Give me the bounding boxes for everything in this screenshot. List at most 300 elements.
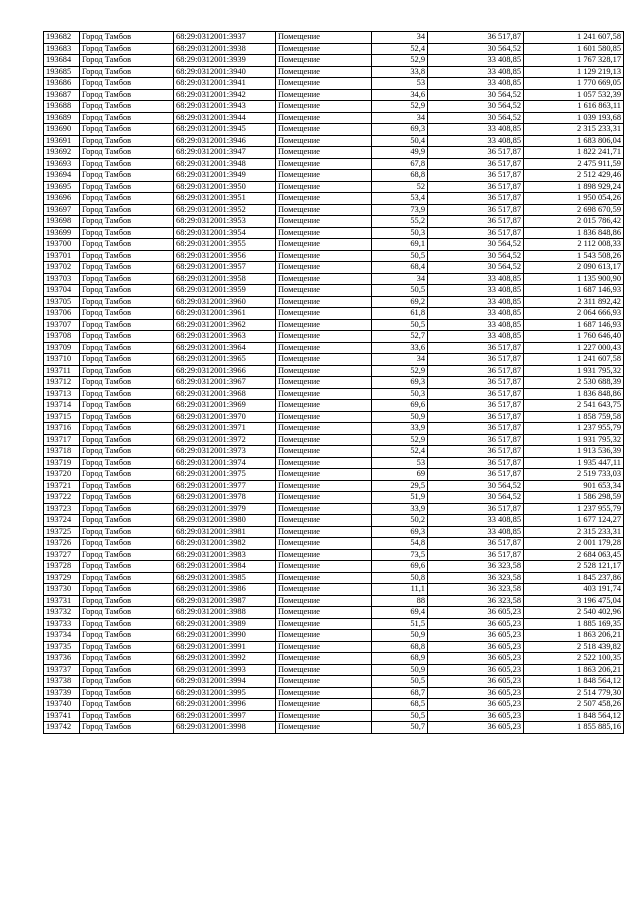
table-row (44, 43, 624, 55)
table-row (44, 607, 624, 619)
cadastral-number-cell: 68:29:0312001:3979 (174, 503, 276, 515)
city-cell: Город Тамбов (80, 308, 174, 320)
object-type-cell: Помещение (276, 572, 372, 584)
row-number-cell: 193736 (44, 653, 80, 665)
area-cell: 54,8 (372, 538, 428, 550)
area-cell: 34 (372, 32, 428, 44)
object-type-cell: Помещение (276, 630, 372, 642)
city-cell: Город Тамбов (80, 342, 174, 354)
cadastral-value-cell: 1 039 193,68 (524, 112, 624, 124)
city-cell: Город Тамбов (80, 239, 174, 251)
unit-price-cell: 33 408,85 (428, 285, 524, 297)
object-type-cell: Помещение (276, 342, 372, 354)
row-number-cell: 193702 (44, 262, 80, 274)
table-row (44, 354, 624, 366)
unit-price-cell: 33 408,85 (428, 331, 524, 343)
row-number-cell: 193696 (44, 193, 80, 205)
object-type-cell: Помещение (276, 423, 372, 435)
area-cell: 51,5 (372, 618, 428, 630)
cadastral-number-cell: 68:29:0312001:3991 (174, 641, 276, 653)
cadastral-number-cell: 68:29:0312001:3981 (174, 526, 276, 538)
area-cell: 50,5 (372, 676, 428, 688)
area-cell: 49,9 (372, 147, 428, 159)
cadastral-value-cell: 2 514 779,30 (524, 687, 624, 699)
city-cell: Город Тамбов (80, 538, 174, 550)
row-number-cell: 193734 (44, 630, 80, 642)
object-type-cell: Помещение (276, 135, 372, 147)
unit-price-cell: 33 408,85 (428, 66, 524, 78)
city-cell: Город Тамбов (80, 710, 174, 722)
table-row (44, 722, 624, 734)
area-cell: 69,3 (372, 377, 428, 389)
object-type-cell: Помещение (276, 377, 372, 389)
row-number-cell: 193723 (44, 503, 80, 515)
object-type-cell: Помещение (276, 595, 372, 607)
area-cell: 50,9 (372, 411, 428, 423)
unit-price-cell: 36 517,87 (428, 400, 524, 412)
city-cell: Город Тамбов (80, 618, 174, 630)
unit-price-cell: 36 605,23 (428, 710, 524, 722)
table-row (44, 549, 624, 561)
area-cell: 52,4 (372, 43, 428, 55)
table-row (44, 710, 624, 722)
cadastral-value-cell: 3 196 475,04 (524, 595, 624, 607)
row-number-cell: 193686 (44, 78, 80, 90)
city-cell: Город Тамбов (80, 676, 174, 688)
row-number-cell: 193694 (44, 170, 80, 182)
object-type-cell: Помещение (276, 446, 372, 458)
table-row (44, 331, 624, 343)
cadastral-number-cell: 68:29:0312001:3960 (174, 296, 276, 308)
area-cell: 68,7 (372, 687, 428, 699)
row-number-cell: 193691 (44, 135, 80, 147)
city-cell: Город Тамбов (80, 66, 174, 78)
unit-price-cell: 30 564,52 (428, 89, 524, 101)
unit-price-cell: 36 517,87 (428, 365, 524, 377)
table-row (44, 32, 624, 44)
city-cell: Город Тамбов (80, 526, 174, 538)
object-type-cell: Помещение (276, 526, 372, 538)
object-type-cell: Помещение (276, 607, 372, 619)
cadastral-value-cell: 1 057 532,39 (524, 89, 624, 101)
area-cell: 68,4 (372, 262, 428, 274)
cadastral-value-cell: 1 931 795,32 (524, 434, 624, 446)
unit-price-cell: 33 408,85 (428, 319, 524, 331)
object-type-cell: Помещение (276, 365, 372, 377)
cadastral-value-cell: 1 677 124,27 (524, 515, 624, 527)
cadastral-value-cell: 2 540 402,96 (524, 607, 624, 619)
table-row (44, 572, 624, 584)
row-number-cell: 193718 (44, 446, 80, 458)
object-type-cell: Помещение (276, 285, 372, 297)
row-number-cell: 193704 (44, 285, 80, 297)
table-row (44, 285, 624, 297)
object-type-cell: Помещение (276, 388, 372, 400)
row-number-cell: 193687 (44, 89, 80, 101)
cadastral-number-cell: 68:29:0312001:3995 (174, 687, 276, 699)
city-cell: Город Тамбов (80, 388, 174, 400)
table-row (44, 204, 624, 216)
cadastral-value-cell: 1 855 885,16 (524, 722, 624, 734)
row-number-cell: 193730 (44, 584, 80, 596)
table-row (44, 664, 624, 676)
area-cell: 34 (372, 354, 428, 366)
city-cell: Город Тамбов (80, 181, 174, 193)
area-cell: 52,9 (372, 101, 428, 113)
unit-price-cell: 36 605,23 (428, 664, 524, 676)
unit-price-cell: 36 517,87 (428, 354, 524, 366)
cadastral-number-cell: 68:29:0312001:3942 (174, 89, 276, 101)
city-cell: Город Тамбов (80, 89, 174, 101)
table-row (44, 308, 624, 320)
cadastral-number-cell: 68:29:0312001:3975 (174, 469, 276, 481)
unit-price-cell: 36 605,23 (428, 607, 524, 619)
unit-price-cell: 36 605,23 (428, 641, 524, 653)
table-row (44, 135, 624, 147)
area-cell: 33,9 (372, 503, 428, 515)
object-type-cell: Помещение (276, 434, 372, 446)
table-row (44, 158, 624, 170)
cadastral-number-cell: 68:29:0312001:3970 (174, 411, 276, 423)
area-cell: 50,8 (372, 572, 428, 584)
city-cell: Город Тамбов (80, 549, 174, 561)
unit-price-cell: 36 605,23 (428, 699, 524, 711)
area-cell: 69,2 (372, 296, 428, 308)
area-cell: 50,5 (372, 319, 428, 331)
cadastral-number-cell: 68:29:0312001:3969 (174, 400, 276, 412)
row-number-cell: 193714 (44, 400, 80, 412)
table-body (44, 32, 624, 734)
area-cell: 29,5 (372, 480, 428, 492)
cadastral-number-cell: 68:29:0312001:3946 (174, 135, 276, 147)
row-number-cell: 193722 (44, 492, 80, 504)
object-type-cell: Помещение (276, 32, 372, 44)
row-number-cell: 193733 (44, 618, 80, 630)
cadastral-value-cell: 2 475 911,59 (524, 158, 624, 170)
table-row (44, 411, 624, 423)
cadastral-number-cell: 68:29:0312001:3987 (174, 595, 276, 607)
object-type-cell: Помещение (276, 170, 372, 182)
table-row (44, 342, 624, 354)
cadastral-number-cell: 68:29:0312001:3980 (174, 515, 276, 527)
unit-price-cell: 30 564,52 (428, 492, 524, 504)
object-type-cell: Помещение (276, 250, 372, 262)
table-row (44, 561, 624, 573)
unit-price-cell: 30 564,52 (428, 112, 524, 124)
cadastral-value-cell: 1 586 298,59 (524, 492, 624, 504)
cadastral-value-cell: 2 311 892,42 (524, 296, 624, 308)
table-row (44, 296, 624, 308)
area-cell: 50,5 (372, 710, 428, 722)
unit-price-cell: 36 517,87 (428, 388, 524, 400)
object-type-cell: Помещение (276, 193, 372, 205)
cadastral-number-cell: 68:29:0312001:3998 (174, 722, 276, 734)
area-cell: 51,9 (372, 492, 428, 504)
city-cell: Город Тамбов (80, 480, 174, 492)
row-number-cell: 193685 (44, 66, 80, 78)
unit-price-cell: 30 564,52 (428, 239, 524, 251)
area-cell: 52 (372, 181, 428, 193)
object-type-cell: Помещение (276, 101, 372, 113)
object-type-cell: Помещение (276, 204, 372, 216)
area-cell: 52,9 (372, 365, 428, 377)
object-type-cell: Помещение (276, 469, 372, 481)
city-cell: Город Тамбов (80, 515, 174, 527)
cadastral-number-cell: 68:29:0312001:3966 (174, 365, 276, 377)
object-type-cell: Помещение (276, 687, 372, 699)
cadastral-number-cell: 68:29:0312001:3967 (174, 377, 276, 389)
cadastral-value-cell: 1 935 447,11 (524, 457, 624, 469)
cadastral-number-cell: 68:29:0312001:3956 (174, 250, 276, 262)
unit-price-cell: 30 564,52 (428, 101, 524, 113)
city-cell: Город Тамбов (80, 630, 174, 642)
area-cell: 68,9 (372, 653, 428, 665)
area-cell: 61,8 (372, 308, 428, 320)
cadastral-number-cell: 68:29:0312001:3974 (174, 457, 276, 469)
area-cell: 50,2 (372, 515, 428, 527)
cadastral-number-cell: 68:29:0312001:3972 (174, 434, 276, 446)
area-cell: 52,4 (372, 446, 428, 458)
row-number-cell: 193712 (44, 377, 80, 389)
object-type-cell: Помещение (276, 112, 372, 124)
cadastral-number-cell: 68:29:0312001:3947 (174, 147, 276, 159)
row-number-cell: 193711 (44, 365, 80, 377)
table-row (44, 423, 624, 435)
area-cell: 67,8 (372, 158, 428, 170)
cadastral-value-cell: 1 898 929,24 (524, 181, 624, 193)
unit-price-cell: 36 517,87 (428, 457, 524, 469)
cadastral-value-cell: 1 237 955,79 (524, 503, 624, 515)
cadastral-number-cell: 68:29:0312001:3971 (174, 423, 276, 435)
city-cell: Город Тамбов (80, 607, 174, 619)
row-number-cell: 193689 (44, 112, 80, 124)
table-row (44, 526, 624, 538)
row-number-cell: 193698 (44, 216, 80, 228)
object-type-cell: Помещение (276, 319, 372, 331)
unit-price-cell: 36 323,58 (428, 584, 524, 596)
cadastral-number-cell: 68:29:0312001:3939 (174, 55, 276, 67)
city-cell: Город Тамбов (80, 204, 174, 216)
cadastral-number-cell: 68:29:0312001:3993 (174, 664, 276, 676)
cadastral-value-cell: 1 913 536,39 (524, 446, 624, 458)
object-type-cell: Помещение (276, 296, 372, 308)
unit-price-cell: 33 408,85 (428, 78, 524, 90)
cadastral-value-cell: 1 836 848,86 (524, 227, 624, 239)
table-row (44, 492, 624, 504)
row-number-cell: 193729 (44, 572, 80, 584)
row-number-cell: 193724 (44, 515, 80, 527)
cadastral-value-cell: 1 601 580,85 (524, 43, 624, 55)
cadastral-number-cell: 68:29:0312001:3959 (174, 285, 276, 297)
cadastral-value-cell: 1 950 054,26 (524, 193, 624, 205)
table-row (44, 89, 624, 101)
row-number-cell: 193725 (44, 526, 80, 538)
table-row (44, 653, 624, 665)
cadastral-number-cell: 68:29:0312001:3984 (174, 561, 276, 573)
object-type-cell: Помещение (276, 124, 372, 136)
unit-price-cell: 36 517,87 (428, 538, 524, 550)
table-row (44, 687, 624, 699)
cadastral-value-cell: 1 616 863,11 (524, 101, 624, 113)
area-cell: 53 (372, 78, 428, 90)
object-type-cell: Помещение (276, 147, 372, 159)
city-cell: Город Тамбов (80, 446, 174, 458)
area-cell: 68,8 (372, 170, 428, 182)
row-number-cell: 193731 (44, 595, 80, 607)
row-number-cell: 193742 (44, 722, 80, 734)
object-type-cell: Помещение (276, 239, 372, 251)
cadastral-number-cell: 68:29:0312001:3954 (174, 227, 276, 239)
city-cell: Город Тамбов (80, 411, 174, 423)
area-cell: 55,2 (372, 216, 428, 228)
cadastral-value-cell: 1 241 607,58 (524, 354, 624, 366)
table-row (44, 112, 624, 124)
row-number-cell: 193703 (44, 273, 80, 285)
cadastral-number-cell: 68:29:0312001:3944 (174, 112, 276, 124)
cadastral-number-cell: 68:29:0312001:3988 (174, 607, 276, 619)
table-row (44, 365, 624, 377)
city-cell: Город Тамбов (80, 43, 174, 55)
unit-price-cell: 33 408,85 (428, 273, 524, 285)
row-number-cell: 193682 (44, 32, 80, 44)
object-type-cell: Помещение (276, 722, 372, 734)
object-type-cell: Помещение (276, 699, 372, 711)
unit-price-cell: 36 517,87 (428, 549, 524, 561)
unit-price-cell: 30 564,52 (428, 250, 524, 262)
table-row (44, 377, 624, 389)
cadastral-number-cell: 68:29:0312001:3985 (174, 572, 276, 584)
row-number-cell: 193707 (44, 319, 80, 331)
row-number-cell: 193720 (44, 469, 80, 481)
area-cell: 50,7 (372, 722, 428, 734)
area-cell: 52,7 (372, 331, 428, 343)
area-cell: 52,9 (372, 434, 428, 446)
cadastral-value-cell: 1 237 955,79 (524, 423, 624, 435)
table-row (44, 538, 624, 550)
property-table (43, 31, 624, 734)
city-cell: Город Тамбов (80, 227, 174, 239)
cadastral-number-cell: 68:29:0312001:3941 (174, 78, 276, 90)
table-row (44, 101, 624, 113)
city-cell: Город Тамбов (80, 112, 174, 124)
cadastral-number-cell: 68:29:0312001:3948 (174, 158, 276, 170)
city-cell: Город Тамбов (80, 32, 174, 44)
row-number-cell: 193713 (44, 388, 80, 400)
city-cell: Город Тамбов (80, 78, 174, 90)
cadastral-number-cell: 68:29:0312001:3952 (174, 204, 276, 216)
row-number-cell: 193719 (44, 457, 80, 469)
city-cell: Город Тамбов (80, 147, 174, 159)
unit-price-cell: 36 605,23 (428, 722, 524, 734)
row-number-cell: 193716 (44, 423, 80, 435)
cadastral-value-cell: 2 530 688,39 (524, 377, 624, 389)
city-cell: Город Тамбов (80, 216, 174, 228)
cadastral-value-cell: 1 767 328,17 (524, 55, 624, 67)
cadastral-value-cell: 2 512 429,46 (524, 170, 624, 182)
table-row (44, 434, 624, 446)
table-row (44, 124, 624, 136)
cadastral-value-cell: 403 191,74 (524, 584, 624, 596)
city-cell: Город Тамбов (80, 423, 174, 435)
area-cell: 50,3 (372, 388, 428, 400)
area-cell: 68,8 (372, 641, 428, 653)
city-cell: Город Тамбов (80, 296, 174, 308)
city-cell: Город Тамбов (80, 193, 174, 205)
city-cell: Город Тамбов (80, 457, 174, 469)
cadastral-value-cell: 1 822 241,71 (524, 147, 624, 159)
unit-price-cell: 33 408,85 (428, 296, 524, 308)
table-row (44, 55, 624, 67)
row-number-cell: 193709 (44, 342, 80, 354)
row-number-cell: 193705 (44, 296, 80, 308)
cadastral-number-cell: 68:29:0312001:3945 (174, 124, 276, 136)
table-row (44, 469, 624, 481)
cadastral-value-cell: 1 863 206,21 (524, 664, 624, 676)
object-type-cell: Помещение (276, 503, 372, 515)
table-row (44, 239, 624, 251)
table-row (44, 193, 624, 205)
city-cell: Город Тамбов (80, 699, 174, 711)
unit-price-cell: 33 408,85 (428, 526, 524, 538)
object-type-cell: Помещение (276, 676, 372, 688)
row-number-cell: 193692 (44, 147, 80, 159)
object-type-cell: Помещение (276, 78, 372, 90)
row-number-cell: 193738 (44, 676, 80, 688)
city-cell: Город Тамбов (80, 377, 174, 389)
table-row (44, 630, 624, 642)
area-cell: 69 (372, 469, 428, 481)
unit-price-cell: 36 605,23 (428, 630, 524, 642)
cadastral-number-cell: 68:29:0312001:3982 (174, 538, 276, 550)
unit-price-cell: 36 323,58 (428, 595, 524, 607)
table-row (44, 446, 624, 458)
table-row (44, 400, 624, 412)
cadastral-number-cell: 68:29:0312001:3961 (174, 308, 276, 320)
row-number-cell: 193688 (44, 101, 80, 113)
cadastral-value-cell: 1 683 806,04 (524, 135, 624, 147)
cadastral-value-cell: 2 507 458,26 (524, 699, 624, 711)
area-cell: 69,6 (372, 561, 428, 573)
area-cell: 50,3 (372, 227, 428, 239)
table-row (44, 676, 624, 688)
unit-price-cell: 33 408,85 (428, 515, 524, 527)
object-type-cell: Помещение (276, 55, 372, 67)
cadastral-value-cell: 1 845 237,86 (524, 572, 624, 584)
table-row (44, 515, 624, 527)
table-row (44, 503, 624, 515)
row-number-cell: 193700 (44, 239, 80, 251)
cadastral-value-cell: 2 315 233,31 (524, 526, 624, 538)
row-number-cell: 193706 (44, 308, 80, 320)
area-cell: 69,4 (372, 607, 428, 619)
unit-price-cell: 36 517,87 (428, 204, 524, 216)
unit-price-cell: 36 517,87 (428, 503, 524, 515)
city-cell: Город Тамбов (80, 124, 174, 136)
table-row (44, 273, 624, 285)
cadastral-number-cell: 68:29:0312001:3977 (174, 480, 276, 492)
object-type-cell: Помещение (276, 66, 372, 78)
cadastral-value-cell: 1 687 146,93 (524, 285, 624, 297)
table-row (44, 250, 624, 262)
cadastral-number-cell: 68:29:0312001:3968 (174, 388, 276, 400)
area-cell: 52,9 (372, 55, 428, 67)
unit-price-cell: 33 408,85 (428, 308, 524, 320)
city-cell: Город Тамбов (80, 319, 174, 331)
cadastral-number-cell: 68:29:0312001:3996 (174, 699, 276, 711)
table-row (44, 319, 624, 331)
row-number-cell: 193739 (44, 687, 80, 699)
city-cell: Город Тамбов (80, 722, 174, 734)
